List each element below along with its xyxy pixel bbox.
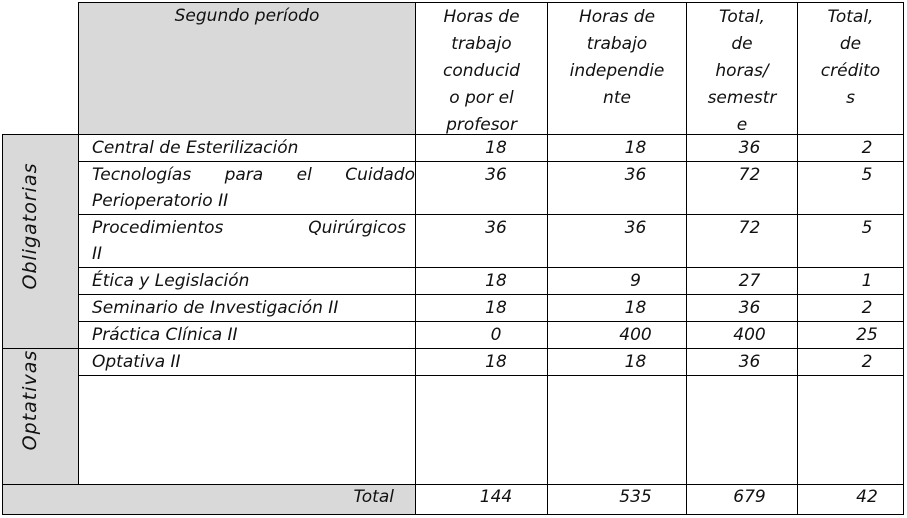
credits-cell: 2 (861, 138, 873, 158)
group-label-obligatorias: Obligatorias (19, 162, 41, 290)
row-divider (78, 375, 904, 376)
independent-hours-cell: 36 (624, 165, 647, 185)
credits-cell: 25 (856, 325, 878, 345)
subject-cell-line1: Tecnologías para el Cuidado (92, 165, 415, 185)
header-total-credits: Total, de crédito s (820, 7, 881, 108)
total-credits: 42 (856, 487, 878, 507)
conducted-hours-cell: 18 (485, 271, 507, 291)
header-period: Segundo período (174, 6, 320, 26)
credits-cell: 2 (861, 298, 873, 318)
credits-cell: 5 (861, 165, 873, 185)
total-label: Total (353, 487, 394, 507)
subject-cell: Práctica Clínica II (92, 325, 238, 345)
total-hours-cell: 27 (738, 271, 761, 291)
total-hours-cell: 36 (738, 298, 761, 318)
conducted-hours-cell: 18 (485, 298, 507, 318)
subject-cell: Optativa II (92, 352, 181, 372)
total-hours-cell: 36 (738, 138, 761, 158)
conducted-hours-cell: 18 (485, 352, 507, 372)
table-border-bottom (2, 514, 904, 515)
table-border-right (903, 2, 904, 515)
independent-hours-cell: 9 (630, 271, 641, 291)
total-hours-cell: 72 (738, 165, 761, 185)
subject-cell-line2: Perioperatorio II (92, 191, 229, 211)
credits-cell: 5 (861, 218, 873, 238)
table-border-left (2, 134, 3, 515)
independent-hours-cell: 18 (624, 298, 647, 318)
subject-cell: Seminario de Investigación II (92, 298, 339, 318)
total-conducted-hours: 144 (479, 487, 513, 507)
subject-cell-line2: II (92, 244, 103, 264)
credits-cell: 2 (861, 352, 873, 372)
conducted-hours-cell: 36 (485, 165, 507, 185)
independent-hours-cell: 18 (624, 138, 647, 158)
independent-hours-cell: 36 (624, 218, 647, 238)
header-total-hours: Total, de horas/ semestr e (707, 7, 777, 135)
header-independent-hours: Horas de trabajo independie nte (569, 7, 665, 108)
total-hours-cell: 36 (738, 352, 761, 372)
conducted-hours-cell: 0 (490, 325, 502, 345)
conducted-hours-cell: 18 (485, 138, 507, 158)
group-label-optativas: Optativas (19, 349, 41, 451)
total-hours-cell: 400 (733, 325, 766, 345)
subject-cell: Central de Esterilización (92, 138, 299, 158)
total-hours-cell: 72 (738, 218, 761, 238)
conducted-hours-cell: 36 (485, 218, 507, 238)
independent-hours-cell: 400 (619, 325, 652, 345)
header-conducted-hours: Horas de trabajo conducid o por el profesor (443, 7, 520, 135)
independent-hours-cell: 18 (624, 352, 647, 372)
credits-cell: 1 (861, 271, 873, 291)
subject-cell: Ética y Legislación (92, 271, 250, 291)
total-independent-hours: 535 (619, 487, 652, 507)
total-hours: 679 (733, 487, 766, 507)
subject-cell-line1: Procedimientos Quirúrgicos (92, 218, 406, 238)
